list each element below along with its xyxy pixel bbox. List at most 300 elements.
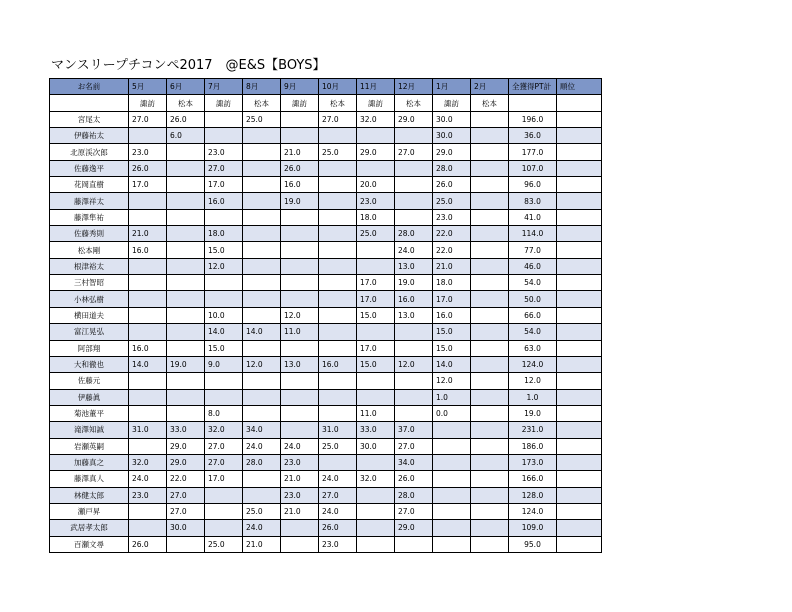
score-cell: [205, 128, 243, 144]
score-cell: 33.0: [357, 422, 395, 438]
score-cell: [129, 389, 167, 405]
player-name-cell: 林健太郎: [50, 487, 129, 503]
venue-cell: 松本: [471, 95, 509, 111]
table-row: [50, 503, 602, 519]
score-cell: 26.0: [167, 111, 205, 127]
score-cell: [471, 536, 509, 552]
table-row: [50, 340, 602, 356]
player-name-cell: 伊藤眞: [50, 389, 129, 405]
score-cell: 17.0: [357, 275, 395, 291]
score-cell: [395, 373, 433, 389]
rank-cell: [557, 503, 602, 519]
score-cell: 23.0: [319, 536, 357, 552]
table-row: [50, 307, 602, 323]
score-cell: [395, 193, 433, 209]
rank-cell: [557, 307, 602, 323]
score-cell: 27.0: [395, 438, 433, 454]
rank-cell: [557, 209, 602, 225]
score-cell: [319, 307, 357, 323]
score-cell: [281, 258, 319, 274]
column-header: 11月: [357, 79, 395, 95]
column-header-name: お名前: [50, 79, 129, 95]
venue-cell: [50, 95, 129, 111]
score-cell: 17.0: [205, 177, 243, 193]
score-cell: [205, 275, 243, 291]
score-cell: [243, 487, 281, 503]
rank-cell: [557, 373, 602, 389]
score-cell: 34.0: [243, 422, 281, 438]
score-cell: 22.0: [433, 226, 471, 242]
total-points-cell: 36.0: [509, 128, 557, 144]
score-cell: 27.0: [129, 111, 167, 127]
score-cell: [433, 438, 471, 454]
score-cell: 27.0: [319, 487, 357, 503]
column-header: 12月: [395, 79, 433, 95]
score-cell: [433, 536, 471, 552]
total-points-cell: 95.0: [509, 536, 557, 552]
score-cell: [471, 389, 509, 405]
score-cell: [395, 389, 433, 405]
table-row: [50, 454, 602, 470]
score-cell: [433, 471, 471, 487]
table-row: [50, 520, 602, 536]
score-cell: 12.0: [395, 356, 433, 372]
score-cell: 16.0: [395, 291, 433, 307]
player-name-cell: 伊藤祐太: [50, 128, 129, 144]
table-row: [50, 536, 602, 552]
rank-cell: [557, 324, 602, 340]
score-cell: [167, 405, 205, 421]
score-cell: [357, 160, 395, 176]
score-cell: [129, 438, 167, 454]
score-cell: 18.0: [357, 209, 395, 225]
score-cell: 23.0: [433, 209, 471, 225]
table-row: [50, 389, 602, 405]
table-row: [50, 422, 602, 438]
score-cell: 9.0: [205, 356, 243, 372]
score-cell: 23.0: [129, 487, 167, 503]
score-cell: [243, 307, 281, 323]
score-cell: [357, 324, 395, 340]
score-cell: [395, 209, 433, 225]
rank-cell: [557, 422, 602, 438]
score-cell: 25.0: [319, 438, 357, 454]
score-cell: [243, 405, 281, 421]
score-cell: [471, 193, 509, 209]
score-cell: 16.0: [129, 340, 167, 356]
score-cell: 15.0: [433, 324, 471, 340]
score-cell: [471, 487, 509, 503]
score-cell: [471, 291, 509, 307]
player-name-cell: 三村智昭: [50, 275, 129, 291]
table-row: [50, 324, 602, 340]
score-cell: [357, 536, 395, 552]
standings-table: [49, 78, 602, 553]
score-cell: 29.0: [167, 438, 205, 454]
score-cell: 17.0: [205, 471, 243, 487]
total-points-cell: 114.0: [509, 226, 557, 242]
player-name-cell: 横田道夫: [50, 307, 129, 323]
score-cell: 14.0: [129, 356, 167, 372]
score-cell: [471, 471, 509, 487]
score-cell: [243, 193, 281, 209]
score-cell: [319, 258, 357, 274]
player-name-cell: 藤澤真人: [50, 471, 129, 487]
score-cell: [357, 389, 395, 405]
total-points-cell: 46.0: [509, 258, 557, 274]
score-cell: 24.0: [319, 471, 357, 487]
score-cell: [243, 373, 281, 389]
rank-cell: [557, 389, 602, 405]
score-cell: [319, 177, 357, 193]
score-cell: 16.0: [319, 356, 357, 372]
score-cell: [129, 503, 167, 519]
rank-cell: [557, 193, 602, 209]
score-cell: 19.0: [281, 193, 319, 209]
score-cell: 22.0: [167, 471, 205, 487]
score-cell: 0.0: [433, 405, 471, 421]
score-cell: 15.0: [433, 340, 471, 356]
score-cell: [319, 405, 357, 421]
score-cell: [129, 373, 167, 389]
table-row: [50, 356, 602, 372]
column-header: 7月: [205, 79, 243, 95]
score-cell: [319, 324, 357, 340]
score-cell: 1.0: [433, 389, 471, 405]
score-cell: 27.0: [205, 438, 243, 454]
score-cell: 16.0: [205, 193, 243, 209]
score-cell: [167, 226, 205, 242]
score-cell: [319, 340, 357, 356]
column-header: 5月: [129, 79, 167, 95]
table-row: [50, 111, 602, 127]
score-cell: [205, 389, 243, 405]
score-cell: 14.0: [243, 324, 281, 340]
score-cell: 32.0: [205, 422, 243, 438]
score-cell: 28.0: [433, 160, 471, 176]
score-cell: [129, 324, 167, 340]
score-cell: [471, 454, 509, 470]
table-row: [50, 275, 602, 291]
score-cell: [205, 487, 243, 503]
score-cell: [167, 160, 205, 176]
score-cell: 28.0: [395, 226, 433, 242]
score-cell: [319, 454, 357, 470]
score-cell: [319, 373, 357, 389]
player-name-cell: 岩瀬英嗣: [50, 438, 129, 454]
score-cell: 22.0: [433, 242, 471, 258]
score-cell: [205, 520, 243, 536]
score-cell: 23.0: [281, 454, 319, 470]
player-name-cell: 大和徹也: [50, 356, 129, 372]
rank-cell: [557, 340, 602, 356]
player-name-cell: 阿部翔: [50, 340, 129, 356]
score-cell: [281, 422, 319, 438]
score-cell: [395, 405, 433, 421]
table-row: [50, 373, 602, 389]
table-row: [50, 144, 602, 160]
total-points-cell: 50.0: [509, 291, 557, 307]
rank-cell: [557, 487, 602, 503]
rank-cell: [557, 471, 602, 487]
total-points-cell: 173.0: [509, 454, 557, 470]
score-cell: [471, 128, 509, 144]
score-cell: [395, 536, 433, 552]
score-cell: [357, 128, 395, 144]
score-cell: [357, 373, 395, 389]
score-cell: 21.0: [281, 144, 319, 160]
score-cell: 15.0: [205, 242, 243, 258]
table-row: [50, 291, 602, 307]
score-cell: [167, 307, 205, 323]
player-name-cell: 佐藤秀則: [50, 226, 129, 242]
score-cell: [281, 373, 319, 389]
score-cell: 17.0: [357, 340, 395, 356]
score-cell: [243, 144, 281, 160]
score-cell: [243, 177, 281, 193]
score-cell: [243, 242, 281, 258]
score-cell: 11.0: [281, 324, 319, 340]
score-cell: [433, 503, 471, 519]
score-cell: [357, 503, 395, 519]
score-cell: [395, 340, 433, 356]
score-cell: 29.0: [433, 144, 471, 160]
venue-row: [50, 95, 602, 111]
score-cell: [471, 438, 509, 454]
score-cell: 23.0: [281, 487, 319, 503]
rank-cell: [557, 258, 602, 274]
score-cell: 6.0: [167, 128, 205, 144]
score-cell: [471, 209, 509, 225]
rank-cell: [557, 291, 602, 307]
total-points-cell: 124.0: [509, 356, 557, 372]
score-cell: 30.0: [357, 438, 395, 454]
total-points-cell: 177.0: [509, 144, 557, 160]
score-cell: 25.0: [243, 503, 281, 519]
score-cell: [129, 258, 167, 274]
score-cell: 15.0: [357, 307, 395, 323]
score-cell: [471, 226, 509, 242]
score-cell: [395, 324, 433, 340]
total-points-cell: 128.0: [509, 487, 557, 503]
score-cell: 32.0: [357, 471, 395, 487]
score-cell: [471, 242, 509, 258]
player-name-cell: 松本剛: [50, 242, 129, 258]
rank-cell: [557, 520, 602, 536]
score-cell: [319, 291, 357, 307]
score-cell: [281, 128, 319, 144]
score-cell: [129, 193, 167, 209]
venue-cell: [557, 95, 602, 111]
player-name-cell: 菊池董平: [50, 405, 129, 421]
total-points-cell: 83.0: [509, 193, 557, 209]
score-cell: 13.0: [395, 258, 433, 274]
score-cell: 13.0: [395, 307, 433, 323]
score-cell: [471, 373, 509, 389]
table-row: [50, 128, 602, 144]
total-points-cell: 107.0: [509, 160, 557, 176]
score-cell: 27.0: [205, 454, 243, 470]
column-header: 8月: [243, 79, 281, 95]
score-cell: 29.0: [357, 144, 395, 160]
rank-cell: [557, 160, 602, 176]
table-row: [50, 177, 602, 193]
score-cell: [281, 209, 319, 225]
score-cell: 17.0: [129, 177, 167, 193]
score-cell: [281, 405, 319, 421]
rank-cell: [557, 177, 602, 193]
score-cell: 16.0: [281, 177, 319, 193]
score-cell: 18.0: [205, 226, 243, 242]
score-cell: 27.0: [395, 503, 433, 519]
score-cell: [167, 242, 205, 258]
score-cell: [243, 275, 281, 291]
score-cell: 8.0: [205, 405, 243, 421]
score-cell: [167, 373, 205, 389]
table-row: [50, 226, 602, 242]
score-cell: 27.0: [167, 503, 205, 519]
score-cell: [471, 340, 509, 356]
score-cell: 29.0: [395, 111, 433, 127]
score-cell: [471, 177, 509, 193]
player-name-cell: 小林弘樹: [50, 291, 129, 307]
score-cell: [205, 373, 243, 389]
table-row: [50, 193, 602, 209]
score-cell: 30.0: [167, 520, 205, 536]
column-header: 9月: [281, 79, 319, 95]
column-header: 10月: [319, 79, 357, 95]
score-cell: 27.0: [205, 160, 243, 176]
score-cell: [471, 160, 509, 176]
score-cell: [167, 209, 205, 225]
score-cell: 18.0: [433, 275, 471, 291]
score-cell: 29.0: [395, 520, 433, 536]
total-points-cell: 54.0: [509, 324, 557, 340]
score-cell: 25.0: [243, 111, 281, 127]
score-cell: [319, 160, 357, 176]
score-cell: 32.0: [357, 111, 395, 127]
column-header: 全獲得PT計: [509, 79, 557, 95]
score-cell: [471, 520, 509, 536]
score-cell: 21.0: [243, 536, 281, 552]
table-row: [50, 471, 602, 487]
score-cell: [395, 128, 433, 144]
table-row: [50, 258, 602, 274]
score-cell: [167, 275, 205, 291]
score-cell: 24.0: [129, 471, 167, 487]
score-cell: 23.0: [129, 144, 167, 160]
venue-cell: 松本: [243, 95, 281, 111]
sheet-title: マンスリープチコンペ2017 @E&S【BOYS】: [51, 58, 326, 73]
player-name-cell: 滝澤知誠: [50, 422, 129, 438]
venue-cell: 松本: [395, 95, 433, 111]
score-cell: [243, 258, 281, 274]
rank-cell: [557, 275, 602, 291]
player-name-cell: 武居孝太郎: [50, 520, 129, 536]
score-cell: [281, 111, 319, 127]
score-cell: 15.0: [357, 356, 395, 372]
venue-cell: 松本: [319, 95, 357, 111]
score-cell: [167, 536, 205, 552]
player-name-cell: 百瀬文尋: [50, 536, 129, 552]
score-cell: 12.0: [433, 373, 471, 389]
score-cell: 26.0: [433, 177, 471, 193]
score-cell: [471, 356, 509, 372]
score-cell: [471, 422, 509, 438]
score-cell: [319, 209, 357, 225]
score-cell: [357, 520, 395, 536]
player-name-cell: 佐藤元: [50, 373, 129, 389]
score-cell: [167, 177, 205, 193]
score-cell: 16.0: [129, 242, 167, 258]
score-cell: [471, 111, 509, 127]
score-cell: [129, 405, 167, 421]
score-cell: [243, 160, 281, 176]
score-cell: 27.0: [319, 111, 357, 127]
score-cell: [471, 324, 509, 340]
score-cell: 21.0: [281, 503, 319, 519]
rank-cell: [557, 242, 602, 258]
score-cell: 25.0: [205, 536, 243, 552]
score-cell: 16.0: [433, 307, 471, 323]
score-cell: [395, 177, 433, 193]
score-cell: [205, 111, 243, 127]
score-cell: 28.0: [395, 487, 433, 503]
score-cell: 25.0: [357, 226, 395, 242]
score-cell: [471, 405, 509, 421]
score-cell: 15.0: [205, 340, 243, 356]
score-cell: 30.0: [433, 111, 471, 127]
column-header: 順位: [557, 79, 602, 95]
score-cell: [167, 324, 205, 340]
score-cell: [319, 242, 357, 258]
score-cell: [167, 291, 205, 307]
score-cell: [205, 291, 243, 307]
score-cell: 33.0: [167, 422, 205, 438]
score-cell: [433, 422, 471, 438]
score-cell: [129, 520, 167, 536]
score-cell: 27.0: [395, 144, 433, 160]
rank-cell: [557, 405, 602, 421]
score-cell: [319, 193, 357, 209]
score-cell: 21.0: [281, 471, 319, 487]
score-cell: [281, 340, 319, 356]
score-cell: [167, 340, 205, 356]
table-row: [50, 405, 602, 421]
score-cell: [471, 258, 509, 274]
score-cell: [281, 291, 319, 307]
venue-cell: 諏訪: [357, 95, 395, 111]
score-cell: 14.0: [205, 324, 243, 340]
total-points-cell: 96.0: [509, 177, 557, 193]
score-cell: 26.0: [281, 160, 319, 176]
column-header: 1月: [433, 79, 471, 95]
table-row: [50, 160, 602, 176]
score-cell: [357, 487, 395, 503]
score-cell: [433, 487, 471, 503]
score-cell: [281, 275, 319, 291]
score-cell: [243, 226, 281, 242]
score-cell: [357, 454, 395, 470]
player-name-cell: 北原渓次郎: [50, 144, 129, 160]
score-cell: 24.0: [281, 438, 319, 454]
score-cell: 21.0: [433, 258, 471, 274]
score-cell: [205, 209, 243, 225]
player-name-cell: 藤澤祥太: [50, 193, 129, 209]
score-cell: [319, 128, 357, 144]
column-header: 2月: [471, 79, 509, 95]
total-points-cell: 231.0: [509, 422, 557, 438]
